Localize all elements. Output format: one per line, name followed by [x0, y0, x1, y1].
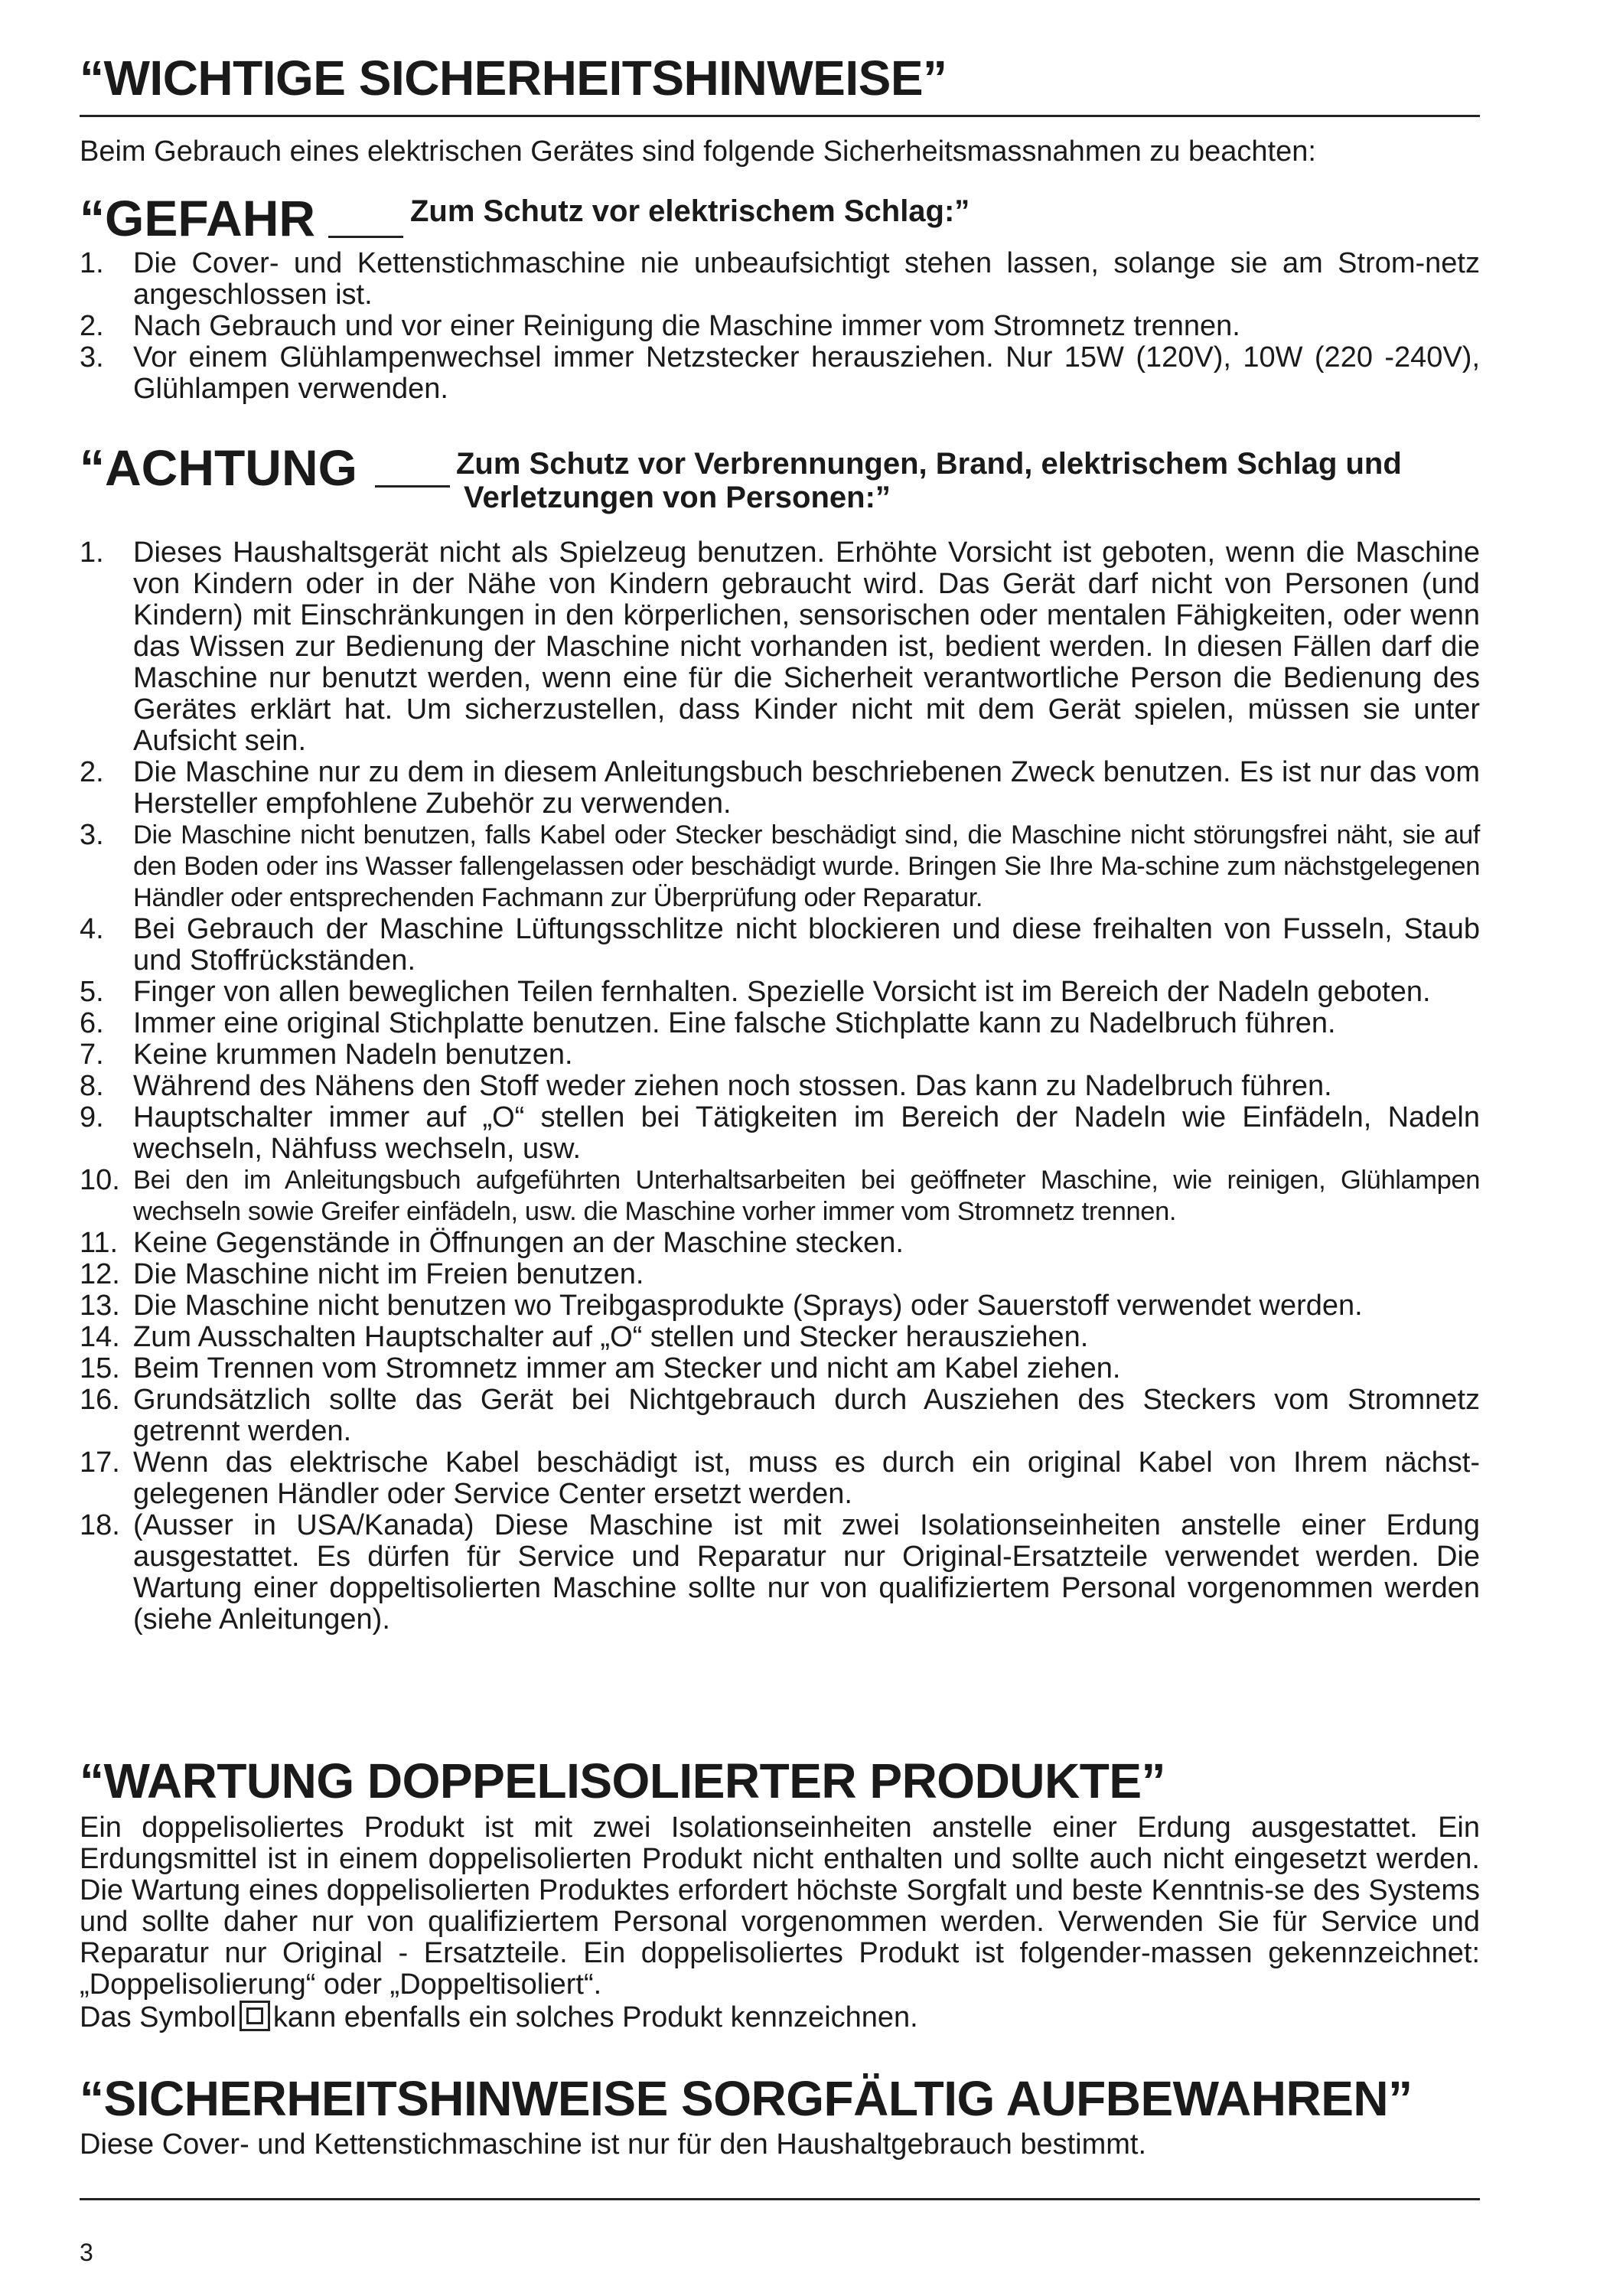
list-item — [80, 1071, 1480, 1102]
item-text: Grundsätzlich sollte das Gerät bei Nichtgebrauch durch Ausziehen des Steckers vom Stromnetz getrennt werden. — [133, 1384, 1480, 1447]
item-text: Vor einem Glühlampenwechsel immer Netzstecker herausziehen. Nur 15W (120V), 10W (220 -240V), Glühlampen verwenden. — [133, 341, 1480, 405]
achtung-underline — [375, 485, 450, 488]
gefahr-label: “GEFAHR — [80, 190, 316, 246]
list-item — [80, 1228, 1480, 1259]
list-item — [80, 248, 1480, 311]
item-text: Die Maschine nicht im Freien benutzen. — [133, 1258, 644, 1290]
heading-wichtige-sicherheitshinweise: “WICHTIGE SICHERHEITSHINWEISE” — [80, 51, 947, 106]
item-text: Die Maschine nicht benutzen wo Treibgasprodukte (Sprays) oder Sauerstoff verwendet werden. — [133, 1290, 1363, 1322]
item-text: Beim Trennen vom Stromnetz immer am Stecker und nicht am Kabel ziehen. — [133, 1352, 1121, 1384]
item-number: 18. — [80, 1509, 120, 1541]
item-number: 8. — [80, 1070, 104, 1102]
achtung-list — [80, 537, 1480, 1636]
item-text: Nach Gebrauch und vor einer Reinigung die Maschine immer vom Stromnetz trennen. — [133, 310, 1240, 342]
heading-aufbewahren: “SICHERHEITSHINWEISE SORGFÄLTIG AUFBEWAHREN” — [80, 2071, 1413, 2126]
gefahr-subtitle: Zum Schutz vor elektrischem Schlag:” — [410, 194, 970, 228]
double-square-icon — [240, 2001, 270, 2031]
list-item — [80, 1290, 1480, 1322]
wartung-text: Ein doppelisoliertes Produkt ist mit zwei Isolationseinheiten anstelle einer Erdung ausgestattet. Ein Erdungsmittel ist in einem doppelisolierten Produkt nicht enthalten und sollte auch nicht eingesetzt werden. Die Wartung eines doppelisolierten Produktes erfordert höchste Sorgfalt und beste Kenntnis-se des Systems und sollte daher nur von qualifiziertem Personal vorgenommen werden. Verwenden Sie für Service und Reparatur nur Original - Ersatzteile. Ein doppelisoliertes Produkt ist folgender-massen gekennzeichnet: „Doppelisolierung“ oder „Doppeltisoliert“. — [80, 1812, 1480, 2001]
heading-rule — [80, 115, 1480, 117]
achtung-subtitle-line1: Zum Schutz vor Verbrennungen, Brand, elektrischem Schlag und — [456, 447, 1402, 481]
gefahr-underline — [328, 236, 403, 238]
list-item — [80, 311, 1480, 342]
aufbewahren-text: Diese Cover- und Kettenstichmaschine ist nur für den Haushaltgebrauch bestimmt. — [80, 2128, 1147, 2161]
item-number: 9. — [80, 1101, 104, 1133]
list-item — [80, 1447, 1480, 1510]
item-number: 4. — [80, 913, 104, 945]
item-number: 6. — [80, 1007, 104, 1039]
item-number: 10. — [80, 1164, 120, 1196]
list-item — [80, 1510, 1480, 1636]
item-text: Während des Nähens den Stoff weder ziehen noch stossen. Das kann zu Nadelbruch führen. — [133, 1070, 1332, 1102]
item-text: Bei Gebrauch der Maschine Lüftungsschlitze nicht blockieren und diese freihalten von Fusseln, Staub und Stoffrückständen. — [133, 913, 1480, 977]
item-text: Bei den im Anleitungsbuch aufgeführten Unterhaltsarbeiten bei geöffneter Maschine, wie reinigen, Glühlampen wechseln sowie Greifer einfädeln, usw. die Maschine vorher immer vom Stromnetz trennen. — [133, 1166, 1480, 1226]
achtung-subtitle-line2: Verletzungen von Personen:” — [464, 481, 891, 514]
wartung-paragraph — [80, 1812, 1480, 2033]
item-number: 13. — [80, 1290, 120, 1322]
list-item — [80, 1259, 1480, 1290]
item-text: Wenn das elektrische Kabel beschädigt ist, muss es durch ein original Kabel von Ihrem nächst-gelegenen Händler oder Service Center ersetzt werden. — [133, 1446, 1480, 1510]
item-text: Die Maschine nicht benutzen, falls Kabel oder Stecker beschädigt sind, die Maschine nicht störungsfrei näht, sie auf den Boden oder ins Wasser fallengelassen oder beschädigt wurde. Bringen Sie Ihre Ma-schine zum nächstgelegenen Händler oder entsprechenden Fachmann zur Überprüfung oder Reparatur. — [133, 820, 1480, 912]
page-number: 3 — [80, 2239, 93, 2266]
item-number: 15. — [80, 1352, 120, 1384]
item-text: Keine Gegenstände in Öffnungen an der Maschine stecken. — [133, 1227, 904, 1259]
list-item — [80, 1384, 1480, 1447]
list-item — [80, 757, 1480, 820]
item-number: 3. — [80, 819, 104, 851]
item-text: Die Cover- und Kettenstichmaschine nie unbeaufsichtigt stehen lassen, solange sie am Strom-netz angeschlossen ist. — [133, 247, 1480, 311]
item-number: 2. — [80, 756, 104, 788]
item-text: Dieses Haushaltsgerät nicht als Spielzeug benutzen. Erhöhte Vorsicht ist geboten, wenn die Maschine von Kindern oder in der Nähe von Kindern gebraucht wird. Das Gerät darf nicht von Personen (und Kindern) mit Einschränkungen in den körperlichen, sensorischen oder mentalen Fähigkeiten, oder wenn das Wissen zur Bedienung der Maschine nicht vorhanden ist, bedient werden. In diesen Fällen darf die Maschine nur benutzt werden, wenn eine für die Sicherheit verantwortliche Person die Bedienung des Gerätes erklärt hat. Um sicherzustellen, dass Kinder nicht mit dem Gerät spielen, müssen sie unter Aufsicht sein. — [133, 536, 1480, 757]
item-text: Keine krummen Nadeln benutzen. — [133, 1039, 573, 1071]
item-text: Hauptschalter immer auf „O“ stellen bei Tätigkeiten im Bereich der Nadeln wie Einfädeln, Nadeln wechseln, Nähfuss wechseln, usw. — [133, 1101, 1480, 1165]
item-number: 7. — [80, 1039, 104, 1071]
list-item — [80, 1165, 1480, 1228]
item-text: Finger von allen beweglichen Teilen fernhalten. Spezielle Vorsicht ist im Bereich der Nadeln geboten. — [133, 976, 1431, 1008]
list-item — [80, 1353, 1480, 1384]
list-item — [80, 537, 1480, 757]
item-number: 5. — [80, 976, 104, 1008]
list-item — [80, 914, 1480, 977]
item-number: 1. — [80, 536, 104, 569]
list-item — [80, 342, 1480, 405]
item-number: 3. — [80, 341, 104, 373]
item-number: 17. — [80, 1446, 120, 1479]
item-text: Zum Ausschalten Hauptschalter auf „O“ stellen und Stecker herausziehen. — [133, 1321, 1089, 1353]
item-number: 14. — [80, 1321, 120, 1353]
list-item — [80, 1322, 1480, 1353]
intro-text: Beim Gebrauch eines elektrischen Gerätes sind folgende Sicherheitsmassnahmen zu beachten: — [80, 135, 1316, 168]
heading-wartung: “WARTUNG DOPPELISOLIERTER PRODUKTE” — [80, 1753, 1165, 1808]
achtung-label: “ACHTUNG — [80, 439, 357, 496]
list-item — [80, 1008, 1480, 1039]
footer-rule — [80, 2198, 1480, 2200]
list-item — [80, 1039, 1480, 1071]
item-text: Immer eine original Stichplatte benutzen. Eine falsche Stichplatte kann zu Nadelbruch führen. — [133, 1007, 1336, 1039]
list-item — [80, 977, 1480, 1008]
symbol-before-text: Das Symbol — [80, 2001, 236, 2033]
item-text: (Ausser in USA/Kanada) Diese Maschine ist mit zwei Isolationseinheiten anstelle einer Erdung ausgestattet. Es dürfen für Service und Reparatur nur Original-Ersatzteile verwendet werden. Die Wartung einer doppeltisolierten Maschine sollte nur von qualifiziertem Personal vorgenommen werden (siehe Anleitungen). — [133, 1509, 1480, 1636]
item-text: Die Maschine nur zu dem in diesem Anleitungsbuch beschriebenen Zweck benutzen. Es ist nur das vom Hersteller empfohlene Zubehör zu verwenden. — [133, 756, 1480, 820]
item-number: 1. — [80, 247, 104, 279]
list-item — [80, 820, 1480, 914]
item-number: 2. — [80, 310, 104, 342]
item-number: 16. — [80, 1384, 120, 1416]
list-item — [80, 1102, 1480, 1165]
item-number: 11. — [80, 1227, 119, 1259]
symbol-after-text: kann ebenfalls ein solches Produkt kennzeichnen. — [272, 2001, 918, 2033]
item-number: 12. — [80, 1258, 120, 1290]
gefahr-list — [80, 248, 1480, 405]
